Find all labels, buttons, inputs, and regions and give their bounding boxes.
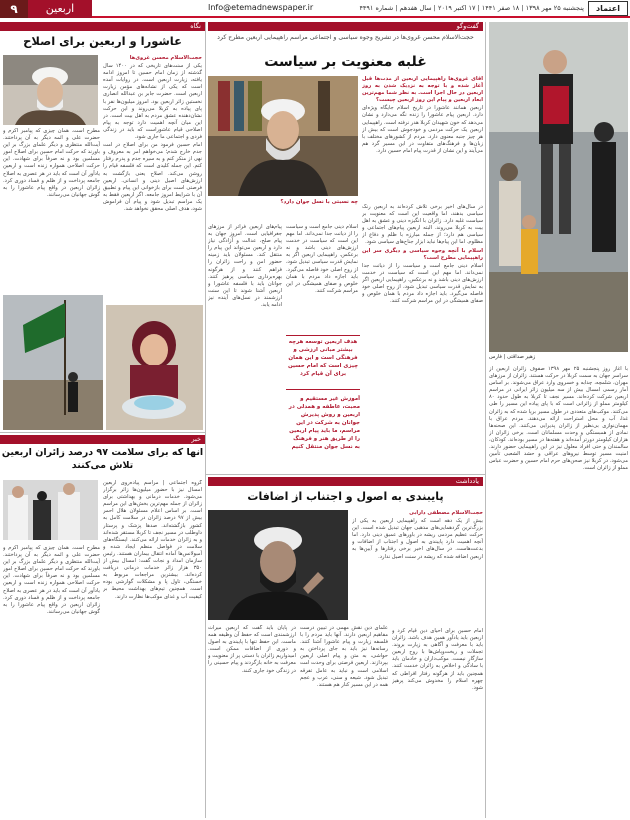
byline-darabi: حجت‌الاسلام مصطفی دارابی: [409, 510, 483, 516]
masthead: [0, 0, 630, 18]
photo-caption-interview: چه نسبتی با نسل جوان دارد؟: [280, 199, 358, 205]
byline-gharavi: حجت‌الاسلام محسن غروی‌ها: [129, 55, 202, 61]
site-email[interactable]: Info@etemadnewspaper.ir: [208, 3, 314, 12]
pull-quote-a: آموزش غیر مستقیم و محبت، عاطفه و همدلی در اربعین و روش پذیرش جوانان به شرکت در این مراسم، ما باید پیام اربعین را از طریق هنر و فرهنگ به نسل جوان منتقل کنیم: [288, 396, 360, 450]
section-rule: [0, 432, 205, 433]
body-interview-d: پیام‌های اربعین فراتر از مرزهای جغرافیایی است. امروز جهان به پیام صلح، عدالت و آزادگی نیاز دارد و اربعین می‌تواند این پیام را منتقل کند. مسئولان باید زمینه حضور امن و راحت زائران را فراهم کنند و از هرگونه بهره‌برداری سیاسی پرهیز کنند. جوانان باید با فلسفه عاشورا و اربعین آشنا شوند تا این سنت ارزشمند در نسل‌های آینده نیز ادامه یابد.: [208, 224, 282, 309]
section-label-interview: گفت‌وگو: [208, 22, 483, 31]
body-principles-d: در پایان باید گفت که اربعین میراث ارزشمندی است که حفظ آن وظیفه همه ماست. این حفظ تنها با پایبندی به اصول و دوری از اضافات ممکن است. امیدواریم زائران با دستی پر از معنویت و معرفت به خانه بازگردند و پیام حسینی را در زندگی خود جاری کنند.: [208, 625, 296, 674]
headline-principles: پایبندی به اصول و اجتناب از اضافات: [247, 490, 444, 503]
cleric-portrait-image: [3, 55, 98, 125]
flag-bearer-photo: [3, 295, 103, 430]
section-label-note: یادداشت: [208, 477, 483, 486]
headline-health: انها که برای سلامت ۹۷ درصد زائران اربعین تلاش می‌کنند: [1, 447, 204, 471]
pull-quote-b: هدف اربعین توسعه هرچه بیشتر مبانی ارزشی و فرهنگی است و این همان چیزی است که امام حسین برای آن قیام کرد: [286, 335, 360, 390]
child-with-dish-image: [106, 305, 203, 430]
body-health: گروه اجتماعی | مراسم پیاده‌روی اربعین امسال نیز با حضور میلیون‌ها زائر برگزار می‌شود. خدمات درمانی و بهداشتی برای زائران از جمله مهم‌ترین بخش‌های این مراسم است. بر اساس اعلام مسئولان هلال احمر بیش از ۹۷ درصد زائران در سلامت کامل به کشور بازگشته‌اند. صدها پزشک و پرستار داوطلب در مسیر نجف تا کربلا مستقر شده‌اند و به زائران خدمات ارائه می‌کنند. ایستگاه‌های سلامت در فواصل منظم ایجاد شده و آمبولانس‌ها آماده انتقال بیماران هستند. رئیس سازمان امداد و نجات گفت: امسال بیش از ۳۵۰ هزار زائر خدمات درمانی دریافت کرده‌اند. بیشترین مراجعات مربوط به خستگی، تاول پا و مشکلات گوارشی بوده است. همچنین تیم‌های بهداشت محیط بر کیفیت آب و غذای موکب‌ها نظارت دارند.: [103, 480, 202, 600]
interview-cleric-photo: [208, 76, 358, 196]
body-ashura-b: یکی از سنت‌های تاریخی که در ۱۴۰۰ سال گذشته از زمان امام حسین تا امروز ادامه یافته، زیارت اربعین است. در روایات آمده است که یکی از نشانه‌های مؤمن زیارت اربعین است. حضرت جابر بن عبدالله انصاری نخستین زائر اربعین بود. امروز میلیون‌ها نفر با پای پیاده به کربلا می‌روند و این حرکت نشان‌دهنده عشق مردم به اهل بیت است. در این میان آنچه اهمیت دارد توجه به پیام اصلاحی قیام عاشوراست که باید در زندگی فردی و اجتماعی ما جاری شود.: [103, 63, 202, 141]
cleric-portrait-photo: [3, 55, 98, 125]
pilgrims-photo: [489, 22, 628, 352]
body-interview-c: اسلام دینی جامع است و سیاست را از دیانت جدا نمی‌داند. اما مهم این است که سیاست در خدمت ارزش‌های دینی باشد و نه برعکس. راهپیمایی اربعین اگر به نمایش قدرت سیاسی تبدیل شود، از روح اصلی خود فاصله می‌گیرد. باید اجازه داد مردم با همان خلوص و صفای همیشگی در این مراسم شرکت کنند.: [362, 262, 483, 305]
walking-pilgrims-image: [489, 22, 628, 352]
date-line: پنجشنبه ۲۵ مهر ۱۳۹۸ | ۱۸ صفر ۱۴۴۱ | ۱۷ اکتبر ۲۰۱۹ | سال هفدهم | شماره ۴۴۹۱: [359, 4, 584, 12]
body-health-cont: مطرح است. همان چیزی که پیامبر اکرم و حضرت علی و ائمه دیگر به آن پرداختند. آیت‌الله منتظری و دیگر علمای بزرگ بر این باورند که حرکت امام حسین برای اصلاح امور مسلمین بود و نه صرفاً برای شهادت. این حرکت اصلاحی همواره زنده است و اربعین یادآور آن است که باید در هر عصری به اصلاح جامعه پرداخت و از ظلم و فساد دوری کرد. زائران اربعین در واقع پیام عاشورا را به گوش جهانیان می‌رسانند.: [3, 545, 100, 615]
body-principles-c: علمای دین نقش مهمی در تبیین درست مفاهیم اربعین دارند. آنها باید مردم را با فلسفه زیارت و پیام عاشورا آشنا کنند. رسانه‌ها نیز باید به جای پرداختن به حواشی، به متن و پیام اصلی اربعین بپردازند. اربعین فرصتی برای وحدت امت اسلامی است و نباید به عامل تفرقه تبدیل شود. شیعه و سنی، عرب و عجم همه در این مسیر کنار هم هستند.: [300, 625, 388, 688]
pilgrims-photo-credit: زهیر صداقتی | فارس: [489, 354, 536, 360]
section-label-view: نگاه: [0, 22, 205, 31]
kicker-interview: حجت‌الاسلام محسن غروی‌ها در تشریح وجوه سیاسی و اجتماعی مراسم راهپیمایی اربعین مطرح کرد: [217, 34, 474, 41]
medical-staff-image: [3, 480, 98, 540]
section-rule: [206, 474, 485, 475]
body-ashura-a: مطرح است. همان چیزی که پیامبر اکرم و حضرت علی و ائمه دیگر به آن پرداختند. آیت‌الله منتظری و دیگر علمای بزرگ بر این باورند که حرکت امام حسین برای اصلاح امور مسلمین بود و نه صرفاً برای شهادت. این حرکت اصلاحی همواره زنده است و اربعین یادآور آن است که باید در هر عصری به اصلاح جامعه پرداخت و از ظلم و فساد دوری کرد. زائران اربعین در واقع پیام عاشورا را به گوش جهانیان می‌رسانند.: [3, 128, 100, 198]
darabi-photo: [208, 510, 348, 620]
body-ashura-c: امام حسین فرمود من برای اصلاح در امت جدم خارج شدم؛ می‌خواهم امر به معروف و نهی از منکر کنم و به سیره جدم و پدرم رفتار کنم. این جمله کلیدی است که فلسفه قیام را روشن می‌کند. اصلاح یعنی بازگشت به ارزش‌های اصیل دینی و انسانی. اربعین فرصتی است برای بازخوانی این پیام و تطبیق آن با شرایط امروز جامعه. اگر اربعین فقط به یک مراسم تبدیل شود و پیام آن فراموش شود، هدف اصلی محقق نخواهد شد.: [103, 142, 202, 212]
medics-photo: [3, 480, 98, 540]
page-number: ۹: [0, 0, 28, 18]
section-label-news: خبر: [0, 435, 205, 444]
section-tag: اربعین: [28, 0, 92, 18]
body-interview-c-cont: اسلام دینی جامع است و سیاست را از دیانت جدا نمی‌داند. اما مهم این است که سیاست در خدمت ارزش‌های دینی باشد و نه برعکس. راهپیمایی اربعین اگر به نمایش قدرت سیاسی تبدیل شود، از روح اصلی خود فاصله می‌گیرد. باید اجازه داد مردم با همان خلوص و صفای همیشگی در این مراسم شرکت کنند.: [286, 224, 358, 294]
body-interview-a: اربعین همانند عاشورا در تاریخ اسلام جایگاه ویژه‌ای دارد. اربعین پیام عاشورا را زنده نگه می‌دارد و نشان می‌دهد که خون شهیدان کربلا هدر نرفته است. راهپیمایی اربعین یک حرکت مردمی و خودجوش است که بیش از هر چیز جنبه معنوی دارد. مردم از کشورهای مختلف با زبان‌ها و فرهنگ‌های متفاوت در این مسیر گرد هم می‌آیند و این نشان از قدرت پیام امام حسین دارد.: [362, 105, 483, 154]
headline-spirituality: غلبه معنویت بر سیاست: [264, 54, 427, 70]
interview-cleric-image: [208, 76, 358, 196]
column-rule: [205, 22, 206, 818]
body-principles-b: امام حسین برای احیای دین قیام کرد و اربعین باید یادآور همین هدف باشد. زائران باید با معرفت و آگاهی به زیارت بروند. تجملات و ریخت‌وپاش‌ها با روح اربعین سازگار نیست. موکب‌داران و خادمان باید با سادگی و اخلاص به زائران خدمت کنند. همچنین باید از هرگونه رفتار افراطی که چهره اسلام را مخدوش می‌کند پرهیز شود.: [392, 628, 483, 691]
column-rule: [485, 22, 486, 818]
flag-bearer-image: [3, 295, 103, 430]
body-principles-a: بیش از یک دهه است که راهپیمایی اربعین به یکی از بزرگ‌ترین گردهمایی‌های مذهبی جهان تبدیل شده است. این حرکت عظیم مردمی ریشه در باورهای عمیق دینی دارد. اما آنچه اهمیت دارد پایبندی به اصول و اجتناب از اضافات و بدعت‌هاست. در سال‌های اخیر برخی رفتارها و آیین‌ها به اربعین اضافه شده که ریشه در سنت اصیل ندارد.: [352, 518, 483, 560]
question-two: اسلام با آنچه وجوه سیاسی و دیگری سر این راهپیمایی مطرح است؟: [362, 247, 483, 261]
lead-question: آقای غروی‌ها راهپیمایی اربعین از مدت‌ها قبل آغاز شده و با توجه به نزدیک شدن به روز اربعین در حال اجرا است. به نظر شما مهم‌ترین ابعاد اربعین و پیام این روز اربعین چیست؟: [362, 76, 483, 104]
darabi-portrait-image: [208, 510, 348, 620]
body-interview-b: در سال‌های اخیر برخی تلاش کرده‌اند به اربعین رنگ سیاسی بدهند، اما واقعیت این است که معنویت بر سیاست غلبه دارد. زائران با انگیزه دینی و عشق به اهل بیت به کربلا می‌روند. البته اربعین پیام‌های اجتماعی و سیاسی هم دارد؛ از جمله مبارزه با ظلم و دفاع از مظلوم. اما این پیام‌ها نباید ابزار جناح‌های سیاسی شود.: [362, 204, 483, 246]
headline-ashura: عاشورا و اربعین برای اصلاح: [23, 34, 182, 48]
body-pilgrims-report: با آغاز روز پنجشنبه ۲۵ مهر ۱۳۹۸ صفوف زائران اربعین از سراسر جهان به سمت کربلا در حرکت هستند. زائران از مرزهای مهران، شلمچه، چذابه و خسروی وارد عراق می‌شوند. بر اساس آمار رسمی امسال بیش از سه میلیون زائر ایرانی در مراسم اربعین شرکت کرده‌اند. مسیر نجف تا کربلا به طول حدود ۸۰ کیلومتر مملو از زائرانی است که با پای پیاده این مسیر را طی می‌کنند. موکب‌های متعددی در طول مسیر برپا شده که به زائران غذا، آب و محل استراحت ارائه می‌دهند. مردم عراق با مهمان‌نوازی بی‌نظیر از زائران پذیرایی می‌کنند. این صحنه‌ها نمادی از همبستگی و وحدت مسلمانان است. برخی زائران از هزاران کیلومتر دورتر آمده‌اند و هفته‌ها در مسیر بوده‌اند. کودکان، سالمندان و حتی افراد معلول نیز در این راهپیمایی حضور دارند. امنیت مسیر توسط نیروهای عراقی و حشد الشعبی تأمین می‌شود. در کربلا نیز صحن‌های حرم امام حسین و حضرت عباس مملو از زائران است.: [489, 366, 628, 472]
newspaper-logo: اعتماد: [588, 1, 628, 16]
child-photo: [106, 305, 203, 430]
